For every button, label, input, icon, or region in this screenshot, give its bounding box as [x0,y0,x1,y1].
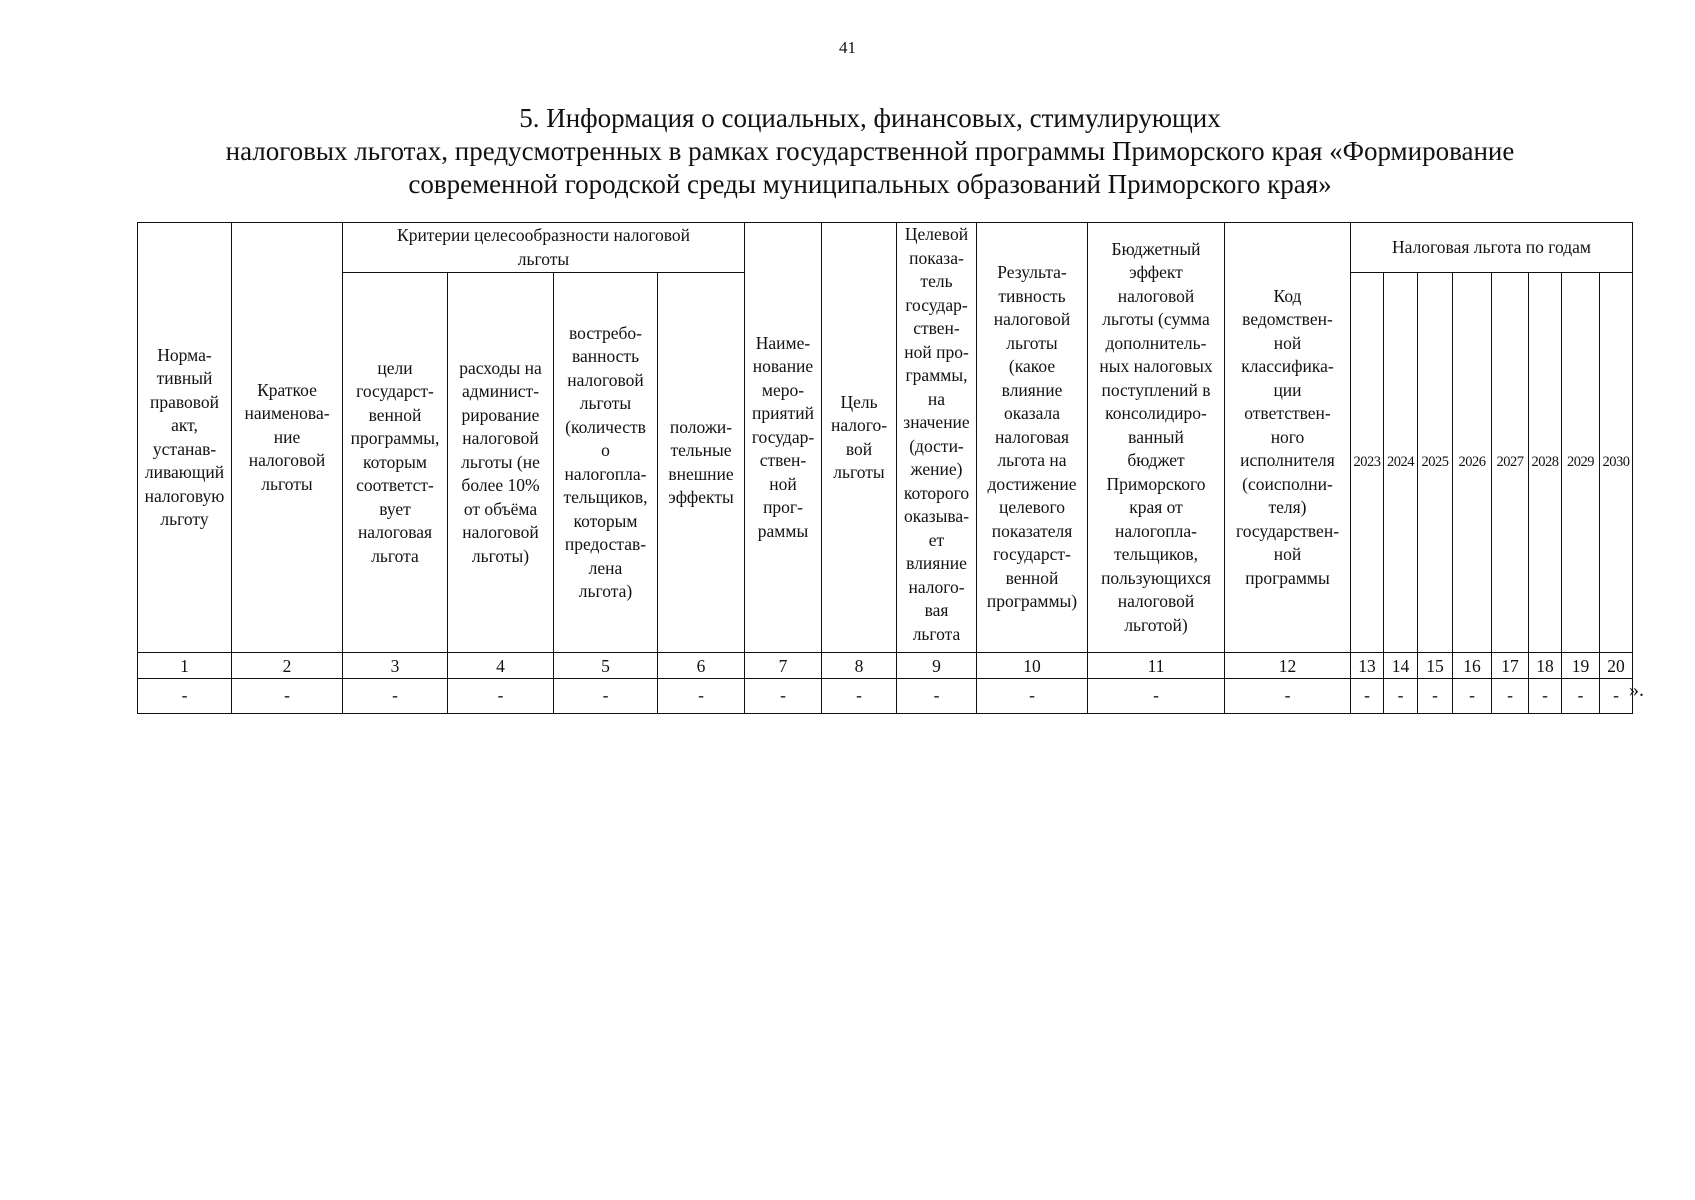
header-year-2027: 2027 [1492,273,1529,653]
table-cell: - [343,679,448,714]
column-number-row [138,653,1633,679]
tax-benefits-table [137,222,1633,714]
header-year-2024: 2024 [1384,273,1418,653]
closing-quote-mark: ». [1629,679,1644,701]
column-number: 16 [1453,653,1492,679]
column-number: 15 [1418,653,1453,679]
page-number: 41 [839,38,856,57]
column-number: 6 [658,653,745,679]
column-number: 4 [448,653,554,679]
header-year-2026: 2026 [1453,273,1492,653]
header-years-group: Налоговая льгота по годам [1351,223,1633,273]
header-demand: востребо- ванность налоговой льготы (количеств о налогопла- тельщиков, которым предостав- лена льгота) [554,273,658,653]
header-short-name: Краткое наименова- ние налоговой льготы [232,223,343,653]
header-department-code: Код ведомствен- ной классифика- ции ответствен- ного исполнителя (соисполни- теля) государствен- ной программы [1225,223,1351,653]
table-row [138,679,1633,714]
table-cell: - [1225,679,1351,714]
table-cell: - [1384,679,1418,714]
header-target-indicator: Целевой показа- тель государ- ствен- ной про- граммы, на значение (дости- жение) которого оказыва- ет влияние налого- вая льгота [897,223,977,653]
header-year-2023: 2023 [1351,273,1384,653]
table-cell: - [1351,679,1384,714]
column-number: 10 [977,653,1088,679]
header-program-activities: Наиме- нование меро- приятий государ- ствен- ной прог- раммы [745,223,822,653]
table-cell: - [138,679,232,714]
column-number: 8 [822,653,897,679]
header-effectiveness: Результа- тивность налоговой льготы (какое влияние оказала налоговая льгота на достижение целевого показателя государст- венной программы) [977,223,1088,653]
column-number: 12 [1225,653,1351,679]
table-cell: - [745,679,822,714]
column-number: 7 [745,653,822,679]
column-number: 14 [1384,653,1418,679]
header-benefit-goal: Цель налого- вой льготы [822,223,897,653]
header-budget-effect: Бюджетный эффект налоговой льготы (сумма дополнитель- ных налоговых поступлений в консолидиро- ванный бюджет Приморского края от налогопла- тельщиков, пользующихся налоговой льготой) [1088,223,1225,653]
column-number: 19 [1562,653,1600,679]
column-number: 9 [897,653,977,679]
table-cell: - [658,679,745,714]
header-year-2029: 2029 [1562,273,1600,653]
table-cell: - [1562,679,1600,714]
header-program-goals: цели государст- венной программы, которым соответст- вует налоговая льгота [343,273,448,653]
table-cell: - [1453,679,1492,714]
table-cell: - [1492,679,1529,714]
table-cell: - [1418,679,1453,714]
column-number: 11 [1088,653,1225,679]
column-number: 17 [1492,653,1529,679]
table-cell: - [554,679,658,714]
column-number: 5 [554,653,658,679]
header-external-effects: положи- тельные внешние эффекты [658,273,745,653]
header-criteria-group: Критерии целесообразности налоговой льготы [343,223,745,273]
header-year-2028: 2028 [1529,273,1562,653]
title-line-2: налоговых льготах, предусмотренных в рамках государственной программы Приморского края «Формирование [225,136,1515,166]
column-number: 20 [1600,653,1633,679]
table-cell: - [977,679,1088,714]
column-number: 18 [1529,653,1562,679]
table-cell: - [232,679,343,714]
column-number: 1 [138,653,232,679]
column-number: 3 [343,653,448,679]
column-number: 2 [232,653,343,679]
column-number: 13 [1351,653,1384,679]
table-cell: - [1529,679,1562,714]
table-cell: - [1600,679,1633,714]
table-cell: - [448,679,554,714]
table-cell: - [822,679,897,714]
header-normative-act: Норма- тивный правовой акт, устанав- ливающий налоговую льготу [138,223,232,653]
page-title [150,102,1590,201]
header-year-2025: 2025 [1418,273,1453,653]
title-line-1: 5. Информация о социальных, финансовых, стимулирующих [519,103,1221,133]
header-year-2030: 2030 [1600,273,1633,653]
header-admin-costs: расходы на админист- рирование налоговой льготы (не более 10% от объёма налоговой льготы) [448,273,554,653]
title-line-3: современной городской среды муниципальных образований Приморского края» [408,169,1332,199]
table-cell: - [1088,679,1225,714]
table-cell: - [897,679,977,714]
